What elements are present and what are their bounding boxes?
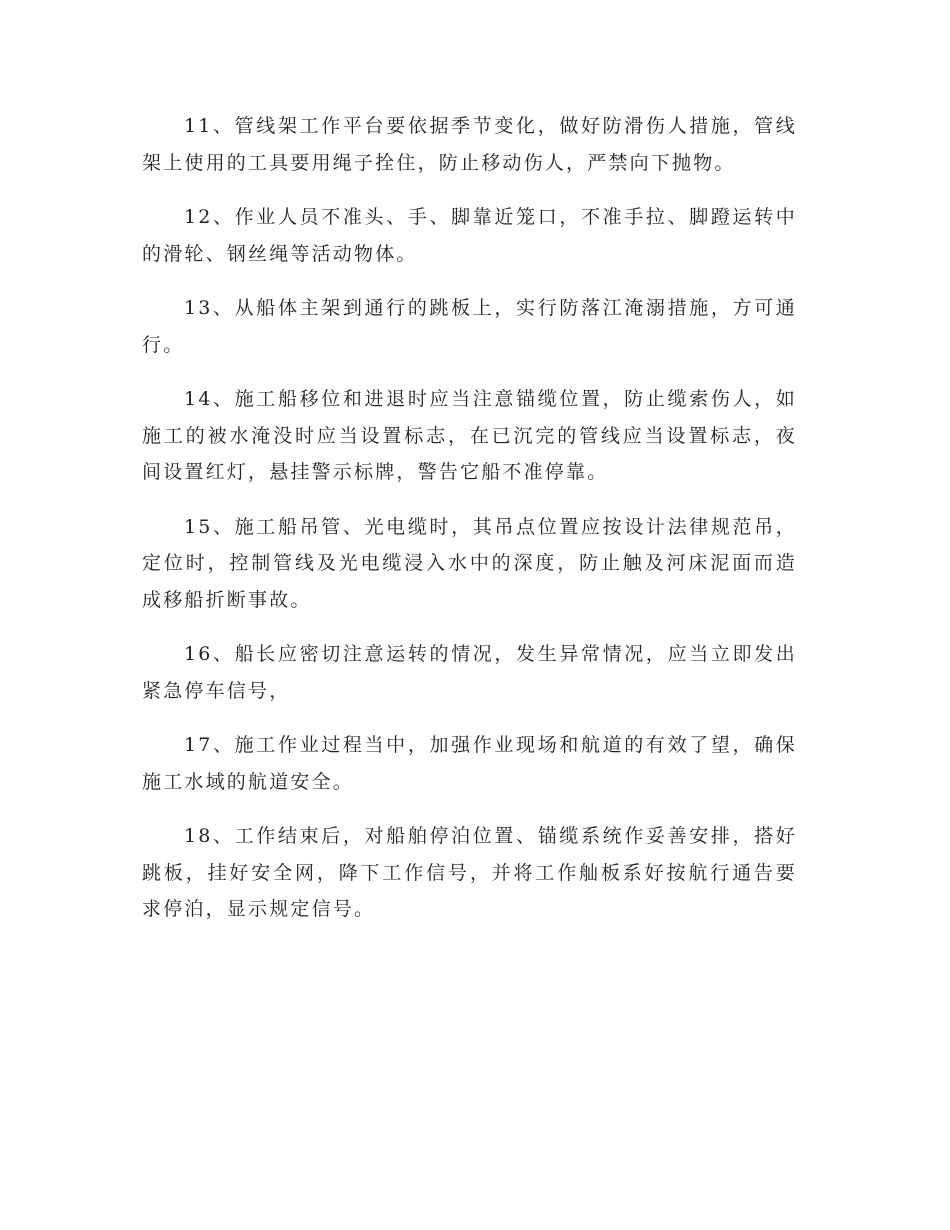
- document-body: [142, 108, 797, 946]
- paragraph-item-17: 17、施工作业过程当中，加强作业现场和航道的有效了望，确保施工水域的航道安全。: [142, 734, 797, 793]
- paragraph-item-18: 18、工作结束后，对船舶停泊位置、锚缆系统作妥善安排，搭好跳板，挂好安全网，降下工作信号，并将工作舢板系好按航行通告要求停泊，显示规定信号。: [142, 825, 797, 920]
- paragraph-item-15: 15、施工船吊管、光电缆时，其吊点位置应按设计法律规范吊，定位时，控制管线及光电缆浸入水中的深度，防止触及河床泥面而造成移船折断事故。: [142, 515, 797, 611]
- paragraph-item-11: 11、管线架工作平台要依据季节变化，做好防滑伤人措施，管线架上使用的工具要用绳子拴住，防止移动伤人，严禁向下抛物。: [142, 115, 797, 174]
- paragraph-item-14: 14、施工船移位和进退时应当注意锚缆位置，防止缆索伤人，如施工的被水淹没时应当设置标志，在已沉完的管线应当设置标志，夜间设置红灯，悬挂警示标牌，警告它船不准停靠。: [142, 388, 797, 483]
- paragraph-item-16: 16、船长应密切注意运转的情况，发生异常情况，应当立即发出紧急停车信号，: [142, 643, 797, 702]
- paragraph-item-13: 13、从船体主架到通行的跳板上，实行防落江淹溺措施，方可通行。: [142, 297, 797, 356]
- paragraph-item-12: 12、作业人员不准头、手、脚靠近笼口，不准手拉、脚蹬运转中的滑轮、钢丝绳等活动物体。: [142, 206, 797, 265]
